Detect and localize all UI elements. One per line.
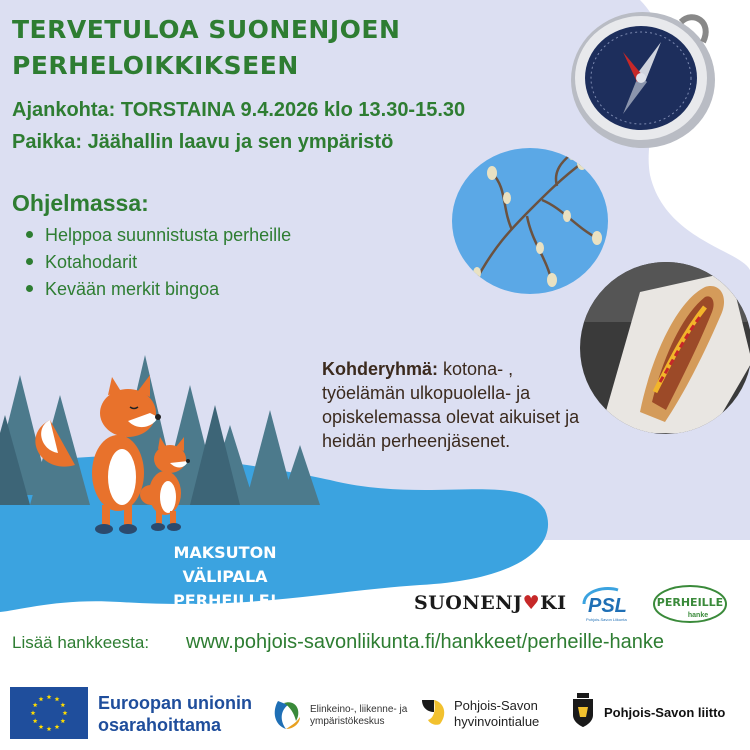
liitto-crest-icon: [569, 693, 597, 729]
perheille-subtext: hanke: [687, 612, 709, 619]
psl-text: PSL: [588, 595, 627, 617]
bullet-icon: [26, 231, 33, 238]
free-snack-line-2: PERHEILLE!: [173, 591, 277, 610]
target-group: [322, 357, 582, 453]
funding-footer: [0, 676, 750, 750]
event-time: Ajankohta: TORSTAINA 9.4.2026 klo 13.30-15.30: [12, 99, 466, 121]
more-info-url[interactable]: www.pohjois-savonliikunta.fi/hankkeet/perheille-hanke: [186, 631, 665, 653]
liitto-text: Pohjois-Savon liitto: [604, 705, 726, 720]
program-heading: Ohjelmassa:: [12, 190, 149, 216]
eu-flag-icon: [10, 687, 88, 739]
target-group-label: Kohderyhmä:: [322, 359, 439, 379]
free-snack-banner: [130, 541, 320, 613]
target-group-text: kotona- , työelämän ulkopuolella- ja opiskelemassa olevat aikuiset ja heidän perheenjäsenet.: [322, 359, 580, 451]
psl-logo: [578, 584, 640, 624]
strawberry-icon: ♥: [522, 592, 541, 614]
poster-title: [12, 12, 400, 84]
title-line-1: TERVETULOA SUONENJOEN: [12, 15, 401, 44]
bullet-icon: [26, 258, 33, 265]
more-info-label: Lisää hankkeesta:: [12, 633, 150, 652]
program-item: Kotahodarit: [26, 249, 291, 276]
eu-funding-text: Euroopan unionin osarahoittama: [98, 693, 252, 735]
suonenjoki-logo: SUONENJ♥KI: [414, 592, 567, 614]
fox-illustration: [0, 355, 340, 545]
ely-text: Elinkeino-, liikenne- ja ympäristökeskus: [310, 704, 408, 727]
program-list: [26, 222, 291, 303]
event-place: Paikka: Jäähallin laavu ja sen ympäristö: [12, 131, 394, 153]
partner-logos: [410, 584, 750, 624]
compass-photo: [553, 2, 723, 162]
hotdog-photo: [580, 262, 750, 434]
program-item: Helppoa suunnistusta perheille: [26, 222, 291, 249]
ely-logo-icon: [270, 697, 304, 731]
hyvinvointialue-text: Pohjois-Savon hyvinvointialue: [454, 698, 540, 729]
perheille-logo: [652, 584, 728, 624]
bullet-icon: [26, 285, 33, 292]
program-item: Kevään merkit bingoa: [26, 276, 291, 303]
branches-photo: [452, 148, 608, 294]
psl-subtext: Pohjois-Savon Liikunta: [586, 617, 627, 622]
event-info: [12, 94, 465, 158]
free-snack-line-1: MAKSUTON VÄLIPALA: [173, 543, 277, 586]
perheille-text: PERHEILLE: [656, 596, 724, 609]
hyvinvointialue-logo-icon: [420, 698, 448, 728]
title-line-2: PERHELOIKKIKSEEN: [12, 51, 299, 80]
